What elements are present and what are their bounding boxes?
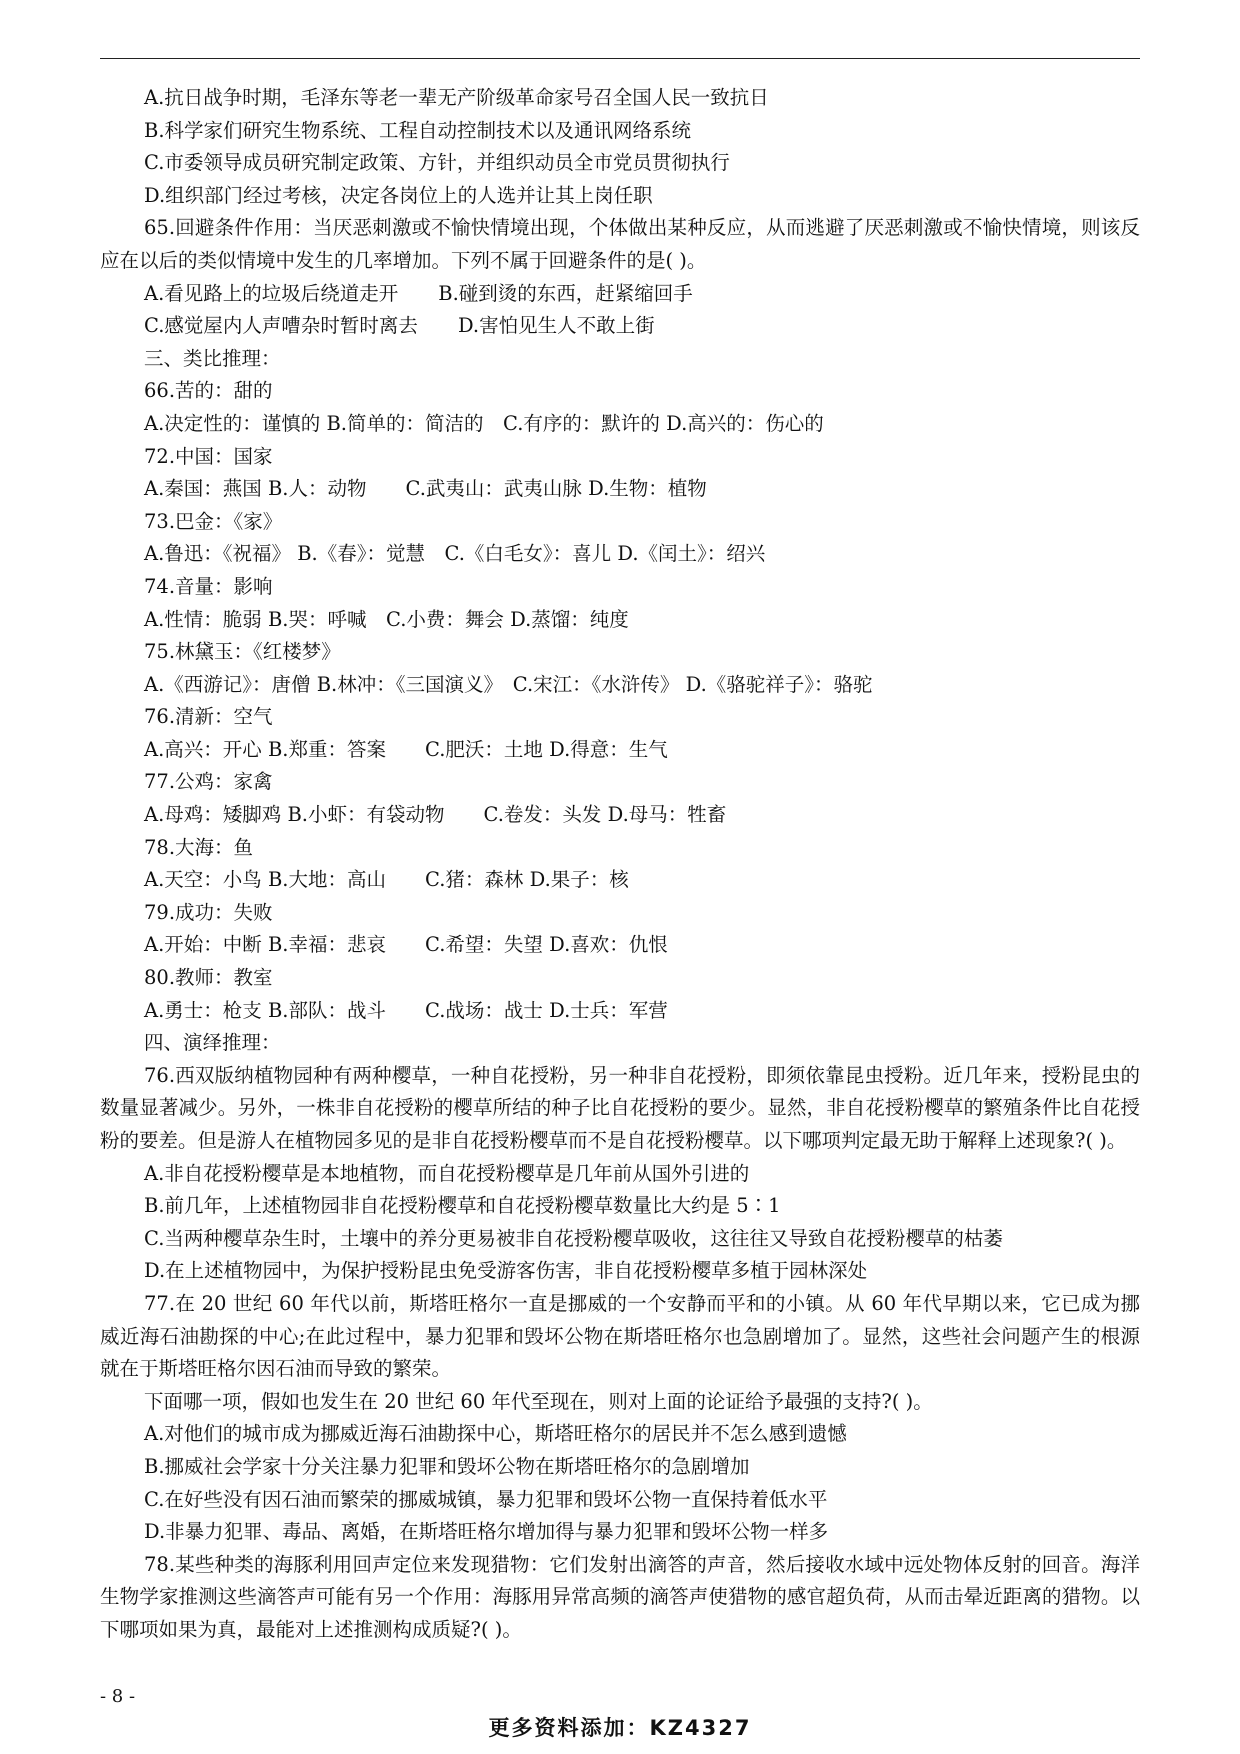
section-heading: 三、类比推理： [144,346,281,370]
question-74: 74.音量：影响 [144,574,273,598]
footer-text: 更多资料添加：KZ4327 [488,1716,752,1740]
question-79: 79.成功：失败 [144,900,273,924]
option-a: A.抗日战争时期，毛泽东等老一辈无产阶级革命家号召全国人民一致抗日 [144,86,769,109]
section-heading: 四、演绎推理： [144,1031,281,1055]
question-65-options-ab [100,278,1140,311]
option-d: D.在上述植物园中，为保护授粉昆虫免受游客伤害，非自花授粉樱草多植于园林深处 [144,1259,868,1283]
question-77-analogy: 77.公鸡：家禽 [144,770,273,794]
question-65: 65.回避条件作用：当厌恶刺激或不愉快情境出现，个体做出某种反应，从而逃避了厌恶刺激或不愉快情境，则该反应在以后的类似情境中发生的几率增加。下列不属于回避条件的是( )。 [100,216,1140,272]
question-78-analogy: 78.大海：鱼 [144,835,254,859]
question-75: 75.林黛玉：《红楼梦》 [144,640,341,664]
option-b: B.碰到烫的东西，赶紧缩回手 [438,281,693,305]
option-b: B.挪威社会学家十分关注暴力犯罪和毁坏公物在斯塔旺格尔的急剧增加 [144,1454,750,1478]
question-76-deduction: 76.西双版纳植物园种有两种樱草，一种自花授粉，另一种非自花授粉，即须依靠昆虫授粉。近几年来，授粉昆虫的数量显著减少。另外，一株非自花授粉的樱草所结的种子比自花授粉的要少。显然，非自花授粉樱草的繁殖条件比自花授粉的要差。但是游人在植物园多见的是非自花授粉樱草而不是自花授粉樱草。以下哪项判定最无助于解释上述现象?( )。 [100,1063,1140,1152]
option-d: D.组织部门经过考核，决定各岗位上的人选并让其上岗任职 [144,183,653,207]
question-76-analogy-options: A.高兴：开心 B.郑重：答案 C.肥沃：土地 D.得意：生气 [144,737,668,761]
question-78-deduction: 78.某些种类的海豚利用回声定位来发现猎物：它们发射出滴答的声音，然后接收水域中远处物体反射的回音。海洋生物学家推测这些滴答声可能有另一个作用：海豚用异常高频的滴答声使猎物的感官超负荷，从而击晕近距离的猎物。以下哪项如果为真，最能对上述推测构成质疑?( )。 [100,1552,1140,1641]
option-b: B.前几年，上述植物园非自花授粉樱草和自花授粉樱草数量比大约是 5∶1 [144,1194,781,1218]
option-c: C.感觉屋内人声嘈杂时暂时离去 [144,314,418,338]
question-66: 66.苦的：甜的 [144,379,273,403]
question-72: 72.中国：国家 [144,444,273,468]
question-72-options: A.秦国：燕国 B.人：动物 C.武夷山：武夷山脉 D.生物：植物 [144,477,707,501]
option-a: A.非自花授粉樱草是本地植物，而自花授粉樱草是几年前从国外引进的 [144,1161,750,1185]
question-78-analogy-options: A.天空：小鸟 B.大地：高山 C.猪：森林 D.果子：核 [144,868,629,892]
question-74-options: A.性情：脆弱 B.哭：呼喊 C.小费：舞会 D.蒸馏：纯度 [144,607,629,631]
question-76-analogy: 76.清新：空气 [144,705,273,729]
question-66-options: A.决定性的：谨慎的 B.简单的：简洁的 C.有序的：默许的 D.高兴的：伤心的 [144,411,824,435]
question-73: 73.巴金：《家》 [144,509,283,533]
header-rule [100,58,1140,59]
option-b: B.科学家们研究生物系统、工程自动控制技术以及通讯网络系统 [144,118,692,142]
question-80: 80.教师：教室 [144,966,273,990]
option-a: A.看见路上的垃圾后绕道走开 [144,281,399,305]
question-77-deduction: 77.在 20 世纪 60 年代以前，斯塔旺格尔一直是挪威的一个安静而平和的小镇。从 60 年代早期以来，它已成为挪威近海石油勘探的中心;在此过程中，暴力犯罪和毁坏公物在斯塔旺格尔也急剧增加了。显然，这些社会问题产生的根源就在于斯塔旺格尔因石油而导致的繁荣。 [100,1291,1140,1381]
option-d: D.非暴力犯罪、毒品、离婚，在斯塔旺格尔增加得与暴力犯罪和毁坏公物一样多 [144,1520,829,1544]
question-80-options: A.勇士：枪支 B.部队：战斗 C.战场：战士 D.士兵：军营 [144,998,668,1022]
option-c: C.市委领导成员研究制定政策、方针，并组织动员全市党员贯彻执行 [144,151,730,175]
question-79-options: A.开始：中断 B.幸福：悲哀 C.希望：失望 D.喜欢：仇恨 [144,933,668,957]
question-77-prompt: 下面哪一项，假如也发生在 20 世纪 60 年代至现在，则对上面的论证给予最强的支持?( )。 [144,1389,933,1413]
option-c: C.当两种樱草杂生时，土壤中的养分更易被非自花授粉樱草吸收，这往往又导致自花授粉樱草的枯萎 [144,1226,1003,1250]
page-number: - 8 - [100,1686,136,1707]
question-75-options: A.《西游记》：唐僧 B.林冲：《三国演义》 C.宋江：《水浒传》 D.《骆驼祥子》：骆驼 [144,672,873,696]
document-body [100,82,1140,1647]
question-73-options: A.鲁迅：《祝福》 B.《春》：觉慧 C.《白毛女》：喜儿 D.《闰土》：绍兴 [144,542,766,566]
question-77-analogy-options: A.母鸡：矮脚鸡 B.小虾：有袋动物 C.卷发：头发 D.母马：牲畜 [144,803,727,827]
option-d: D.害怕见生人不敢上街 [457,314,655,338]
option-a: A.对他们的城市成为挪威近海石油勘探中心，斯塔旺格尔的居民并不怎么感到遗憾 [144,1422,847,1446]
option-c: C.在好些没有因石油而繁荣的挪威城镇，暴力犯罪和毁坏公物一直保持着低水平 [144,1487,828,1511]
question-65-options-cd [100,310,1140,343]
